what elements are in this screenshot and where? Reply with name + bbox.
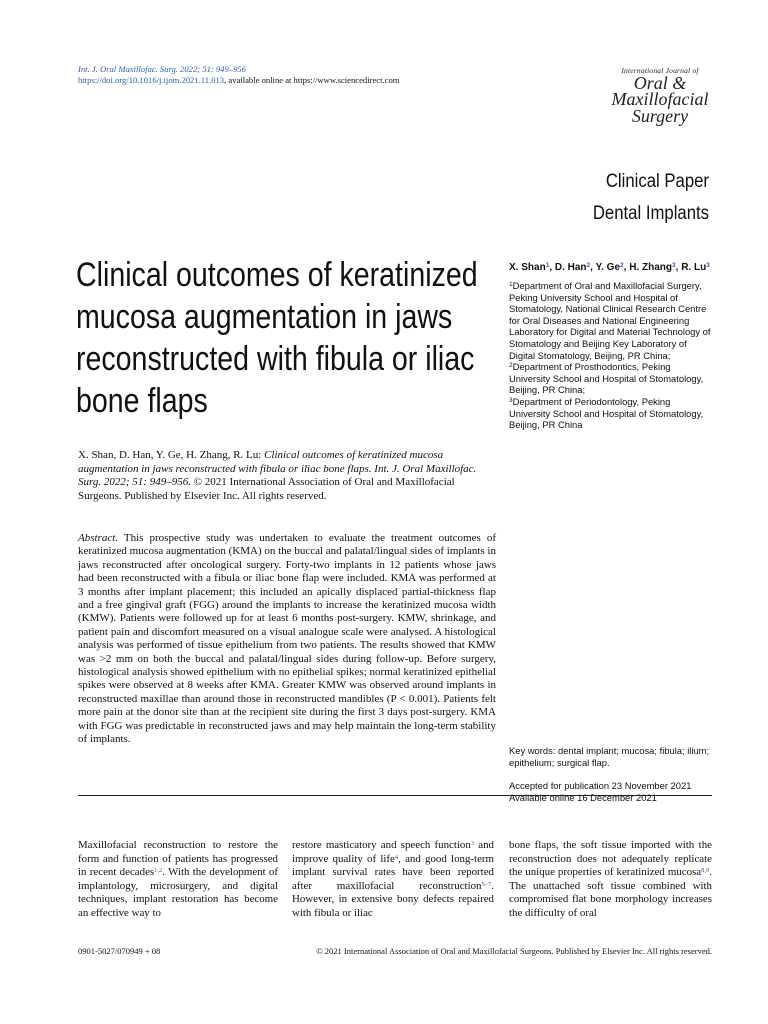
body-text: restore masticatory and speech function bbox=[292, 839, 471, 851]
online-date: Available online 16 December 2021 bbox=[509, 791, 657, 803]
authors-line: X. Shan$^1$, D. Han$^2$, Y. Ge$^2$, H. Zhang$^3$, R. Lu$^3$ bbox=[509, 262, 710, 273]
availability-text: , available online at https://www.sciencedirect.com bbox=[224, 75, 400, 85]
author-name: H. Zhang bbox=[629, 262, 672, 273]
reference-link[interactable]: 5–7 bbox=[481, 880, 492, 888]
abstract-label: Abstract. bbox=[78, 532, 119, 544]
paper-type bbox=[593, 166, 709, 230]
authors-block bbox=[509, 262, 714, 431]
body-column-3 bbox=[509, 839, 712, 921]
abstract-text: This prospective study was undertaken to evaluate the treatment outcomes of keratinized mucosa augmentation (KMA) on the buccal and palatal/lingual sides of implants in jaws reconstructed after oncological surgery. Forty-two implants in 12 patients whose jaws had been reconstructed with a fibula or iliac bone flap were included. KMA was performed at 3 months after implant placement; this included an apically displaced partial-thickness flap and a free gingival graft (FGG) around the implants to increase the keratinized mucosa width (KMW). Patients were followed up for at least 6 months post-surgery. KMW, shrinkage, and patient pain and discomfort measured on a visual analogue scale were analysed. A histological analysis was performed of tissue epithelium from two patients. The results showed that KMW was >2 mm on both the buccal and palatal/lingual sides during follow-up. Before surgery, histological analysis showed epithelium with no epithelial spikes; normal keratinized epithelial spikes were observed at 8 weeks after KMA. Greater KMW was observed around implants in reconstructed maxillae than around those in reconstructed mandibles (P < 0.001). Patients felt more pain at the donor site than at the recipient site during the first 3 days post-surgery. KMA with FGG was predictable in reconstructed jaws and may help maintain the long-term stability of implants. bbox=[78, 532, 496, 746]
body-text: bone flaps, the soft tissue imported with the reconstruction does not adequately replicate the unique properties of keratinized mucosa bbox=[509, 839, 712, 879]
affiliation-marker: 1 bbox=[509, 281, 513, 288]
affiliation-item bbox=[509, 361, 703, 395]
journal-logo bbox=[600, 66, 720, 124]
affiliations bbox=[509, 280, 714, 431]
paper-category: Clinical Paper bbox=[605, 171, 709, 192]
affiliation-marker: 3 bbox=[509, 396, 513, 404]
affiliation-item bbox=[509, 396, 703, 430]
affiliation-text: Department of Prosthodontics, Peking University School and Hospital of Stomatology, Beijing, PR China; bbox=[509, 361, 704, 396]
citation-copyright: © 2021 International Association of Oral and Maxillofacial Surgeons. Published by Elsevier Inc. All rights reserved. bbox=[78, 476, 455, 502]
body-text: , and good long-term implant survival rates have been reported after maxillofacial reconstruction bbox=[292, 852, 495, 892]
accepted-date: Accepted for publication 23 November 2021 bbox=[509, 780, 692, 792]
paper-subcategory: Dental Implants bbox=[592, 203, 709, 224]
author-name: X. Shan bbox=[509, 262, 546, 273]
body-text: . With the development of implantology, microsurgery, and digital techniques, implant restoration has become an effective way to bbox=[78, 866, 278, 919]
logo-line-0: International Journal of bbox=[621, 66, 699, 75]
keywords: Key words: dental implant; mucosa; fibula; ilium; epithelium; surgical flap. bbox=[509, 745, 710, 768]
affiliation-text: Department of Periodontology, Peking University School and Hospital of Stomatology, Beijing, PR China bbox=[509, 395, 704, 431]
author-name: R. Lu bbox=[681, 262, 707, 273]
affiliation-text: Department of Oral and Maxillofacial Surgery, Peking University School and Hospital of Stomatology, National Clinical Research Centre for Oral Diseases and National Engineering Laboratory for Digital and Material Technology of Stomatology and Beijing Key Laboratory of Digital Stomatology, Beijing, PR China; bbox=[509, 280, 711, 361]
citation-reference: Clinical outcomes of keratinized mucosa augmentation in jaws reconstructed with fibula or iliac bone flaps. Int. J. Oral Maxillofac. Surg. 2022; 51: 949–956. bbox=[78, 449, 477, 488]
author-affiliation-marker: 2 bbox=[586, 262, 591, 269]
journal-citation: Int. J. Oral Maxillofac. Surg. 2022; 51: 949–956 bbox=[78, 64, 246, 74]
reference-link[interactable]: 1,2 bbox=[154, 867, 163, 875]
citation-block bbox=[78, 449, 494, 503]
reference-link[interactable]: 8,9 bbox=[701, 867, 710, 875]
reference-link[interactable]: 4 bbox=[394, 853, 399, 861]
section-divider bbox=[78, 795, 712, 796]
logo-line-2: Maxillofacial bbox=[611, 89, 709, 109]
body-column-1 bbox=[78, 839, 278, 921]
doi-link[interactable]: https://doi.org/10.1016/j.ijom.2021.11.013 bbox=[78, 75, 225, 85]
body-text: . The unattached soft tissue combined with compromised flat bone morphology increases the difficulty of oral bbox=[509, 866, 712, 919]
footer-copyright: © 2021 International Association of Oral and Maxillofacial Surgeons. Published by Elsevier Inc. All rights reserved. bbox=[316, 946, 712, 956]
citation-authors: X. Shan, D. Han, Y. Ge, H. Zhang, R. Lu: bbox=[78, 449, 265, 461]
author-name: D. Han bbox=[554, 262, 587, 273]
paper-title: Clinical outcomes of keratinized mucosa augmentation in jaws reconstructed with fibula or iliac bone flaps bbox=[76, 256, 478, 420]
author-affiliation-marker: 3 bbox=[672, 262, 676, 269]
abstract bbox=[78, 532, 496, 747]
body-text: and improve quality of life bbox=[292, 839, 494, 865]
logo-line-3: Surgery bbox=[631, 106, 689, 126]
affiliation-marker: 2 bbox=[509, 362, 513, 370]
author-affiliation-marker: 3 bbox=[706, 262, 710, 269]
reference-link[interactable]: 3 bbox=[470, 840, 475, 847]
body-text: Maxillofacial reconstruction to restore the form and function of patients has progressed in recent decades bbox=[78, 839, 278, 879]
journal-header bbox=[78, 64, 399, 86]
affiliation-item bbox=[509, 280, 711, 361]
footer-issn: 0901-5027/070949 + 08 bbox=[78, 946, 161, 956]
body-column-2 bbox=[292, 839, 494, 921]
body-text: . However, in extensive bony defects repaired with fibula or iliac bbox=[292, 879, 494, 919]
logo-line-1: Oral & bbox=[633, 73, 687, 93]
author-name: Y. Ge bbox=[595, 262, 621, 273]
author-affiliation-marker: 1 bbox=[545, 262, 550, 269]
author-affiliation-marker: 2 bbox=[620, 262, 624, 269]
